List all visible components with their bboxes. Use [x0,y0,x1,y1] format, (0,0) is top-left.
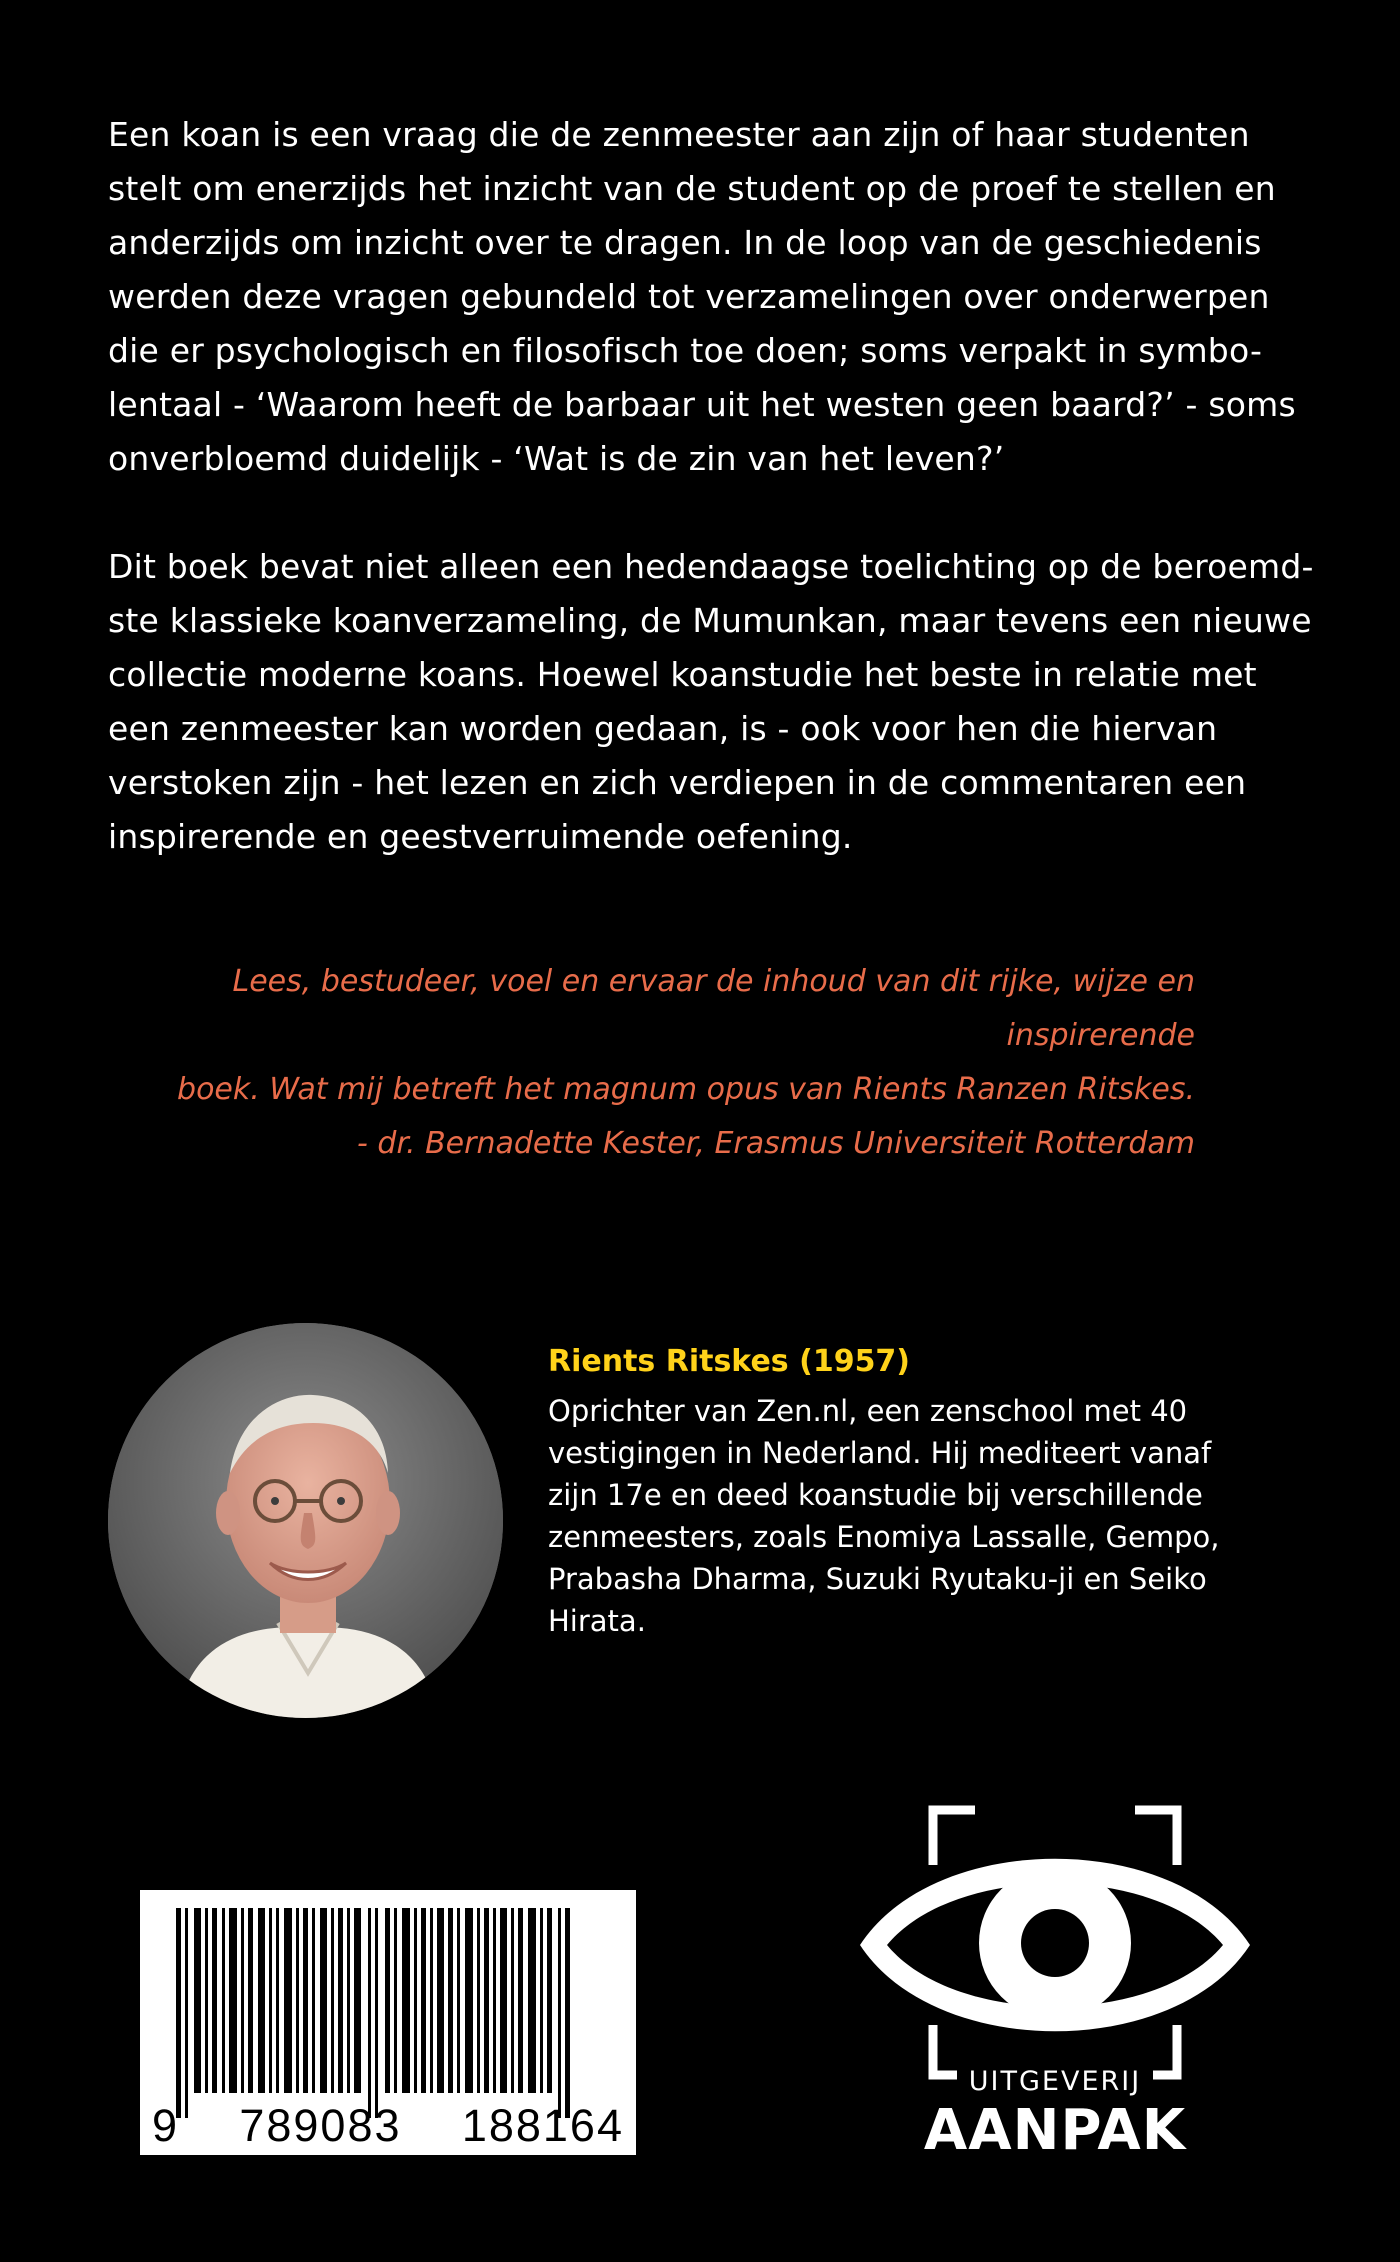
isbn-number [152,2101,624,2151]
publisher-name-line-1: UITGEVERIJ [968,2066,1142,2097]
blurb-paragraph-1: Een koan is een vraag die de zenmeester aan zijn of haar studenten stelt om enerzijds het inzicht van de student op de proef te stellen en anderzijds om inzicht over te dragen. In de loop van de geschiedenis werden deze vragen gebundeld tot verzamelingen over onderwerpen die er psychologisch en filosofisch toe doen; soms verpakt in symbo- lentaal - ‘Waarom heeft de barbaar uit het westen geen baard?’ - soms onverbloemd duidelijk - ‘Wat is de zin van het leven?’ [108,115,1296,478]
isbn-digit-group-1: 789083 [239,2100,402,2151]
back-cover-blurb [108,108,1348,864]
isbn-digit-group-2: 188164 [461,2100,624,2151]
isbn-first-digit: 9 [152,2100,180,2151]
author-portrait-drawing [108,1323,503,1718]
review-quote: Lees, bestudeer, voel en ervaar de inhoud van dit rijke, wijze en inspirerende boek. Wat mij betreft het magnum opus van Rients Ranzen Ritskes. - dr. Bernadette Kester, Erasmus Universiteit Rotterdam [177,964,1195,1161]
isbn-barcode [140,1890,636,2155]
author-name: Rients Ritskes (1957) [548,1344,911,1379]
author-bio: Oprichter van Zen.nl, een zenschool met 40 vestigingen in Nederland. Hij mediteert vanaf zijn 17e en deed koanstudie bij verschillende zenmeesters, zoals Enomiya Lassalle, Gempo, Prabasha Dharma, Suzuki Ryutaku-ji en Seiko Hirata. [548,1394,1220,1638]
blurb-paragraph-2: Dit boek bevat niet alleen een hedendaagse toelichting op de beroemd- ste klassieke koanverzameling, de Mumunkan, maar tevens een nieuwe collectie moderne koans. Hoewel koanstudie het beste in relatie met een zenmeester kan worden gedaan, is - ook voor hen die hiervan verstoken zijn - het lezen en zich verdiepen in de commentaren een inspirerende en geestverruimende oefening. [108,547,1314,856]
publisher-logo [855,1805,1255,2175]
publisher-name-line-2: AANPAK [923,2098,1187,2163]
author-portrait [108,1323,503,1718]
